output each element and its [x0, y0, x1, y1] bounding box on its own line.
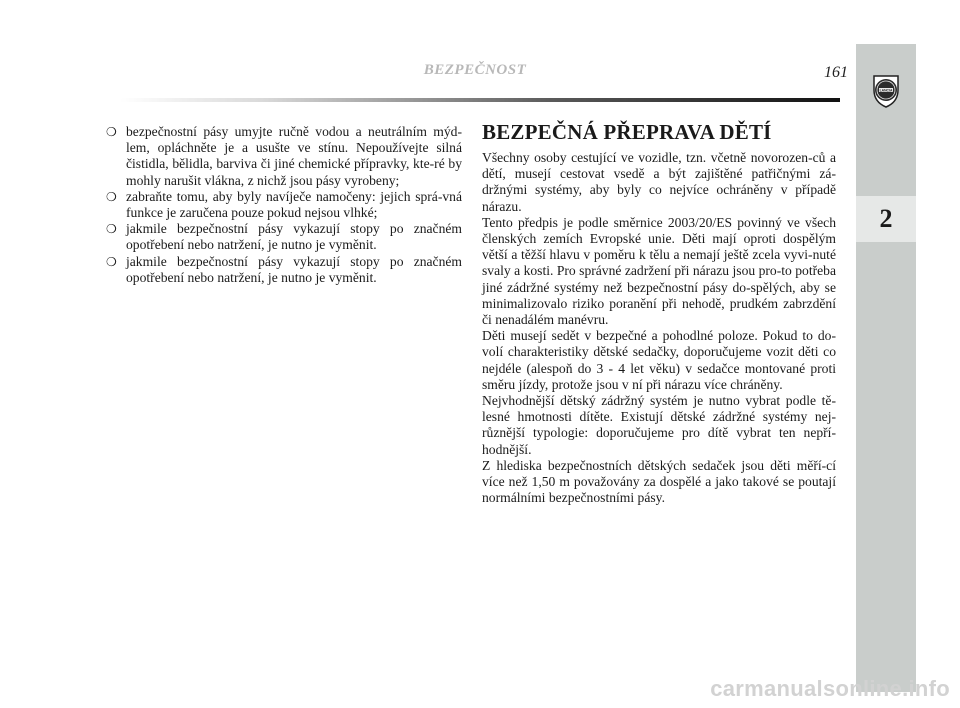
list-item	[106, 254, 462, 286]
list-item-text: zabraňte tomu, aby byly navíječe namočeny: jejich sprá-vná funkce je zaručena pouze pokud nejsou vlhké;	[126, 188, 462, 221]
watermark: carmanualsonline.info	[710, 676, 950, 701]
bullet-circle-icon: ❍	[106, 189, 117, 204]
logo-wordmark: LANCIA	[879, 88, 893, 93]
list-item-text: bezpečnostní pásy umyjte ručně vodou a neutrálním mýd-lem, opláchněte je a usušte ve stínu. Nepoužívejte silná čistidla, bělidla, barviva či jiné chemické přípravky, kte-ré by mohly narušit vlákna, z nichž jsou pásy vyrobeny;	[126, 124, 462, 188]
list-item	[106, 124, 462, 189]
running-header-title: BEZPEČNOST	[423, 62, 527, 78]
header-rule	[120, 98, 840, 102]
body-paragraph: Nejvhodnější dětský zádržný systém je nutno vybrat podle tě-lesné hmotnosti dítěte. Existují dětské zádržné systémy nej-různější typologie: doporučujeme pro dítě vybrat ten nepří-hodnější.	[482, 393, 836, 457]
left-column	[106, 124, 462, 286]
lancia-logo-icon	[866, 70, 906, 110]
care-bullet-list	[106, 124, 462, 286]
body-paragraph: Tento předpis je podle směrnice 2003/20/ES povinný ve všech členských zemích Evropské unie. Děti mají oproti dospělým větší a těžší hlavu v poměru k tělu a nemají ještě zcela vyvi-nuté svaly a kosti. Pro správné zadržení při nárazu jsou pro-to potřeba jiné zádržné systémy než bezpečnostní pásy do-spělých, aby se minimalizovalo riziko poranění při nehodě, prudkém zabrzdění či nenadálém manévru.	[482, 214, 836, 328]
body-paragraph: Všechny osoby cestující ve vozidle, tzn. včetně novorozen-ců a dětí, musejí cestovat vsedě a být zajištěné patřičnými zá-držnými systémy, aby byly co nejvíce ochráněny v případě nárazu.	[482, 150, 836, 214]
section-title: BEZPEČNÁ PŘEPRAVA DĚTÍ	[482, 120, 772, 144]
list-item-text: jakmile bezpečnostní pásy vykazují stopy po značném opotřebení nebo natržení, je nutno je vyměnit.	[126, 253, 462, 285]
bullet-circle-icon: ❍	[106, 125, 117, 139]
body-paragraph: Z hlediska bezpečnostních dětských sedaček jsou děti měří-cí více než 1,50 m považovány za dospělé a jako takové se poutají normálními bezpečnostními pásy.	[482, 457, 836, 506]
right-column	[482, 118, 836, 506]
list-item	[106, 221, 462, 253]
body-paragraph: Děti musejí sedět v bezpečné a pohodlné poloze. Pokud to do-volí charakteristiky dětské sedačky, doporučujeme vozit děti co nejdéle (alespoň do 3 - 4 let věku) v sedačce montované proti směru jízdy, protože jsou v ní při nárazu více chráněny.	[482, 328, 836, 392]
list-item	[106, 189, 462, 221]
bullet-circle-icon: ❍	[106, 254, 117, 269]
list-item-text: jakmile bezpečnostní pásy vykazují stopy po značném opotřebení nebo natržení, je nutno je vyměnit.	[126, 221, 462, 253]
page-number: 161	[824, 64, 848, 81]
chapter-number: 2	[879, 204, 893, 233]
chapter-indicator[interactable]	[856, 196, 916, 242]
chapter-side-tab	[856, 44, 916, 692]
bullet-circle-icon: ❍	[106, 222, 117, 237]
